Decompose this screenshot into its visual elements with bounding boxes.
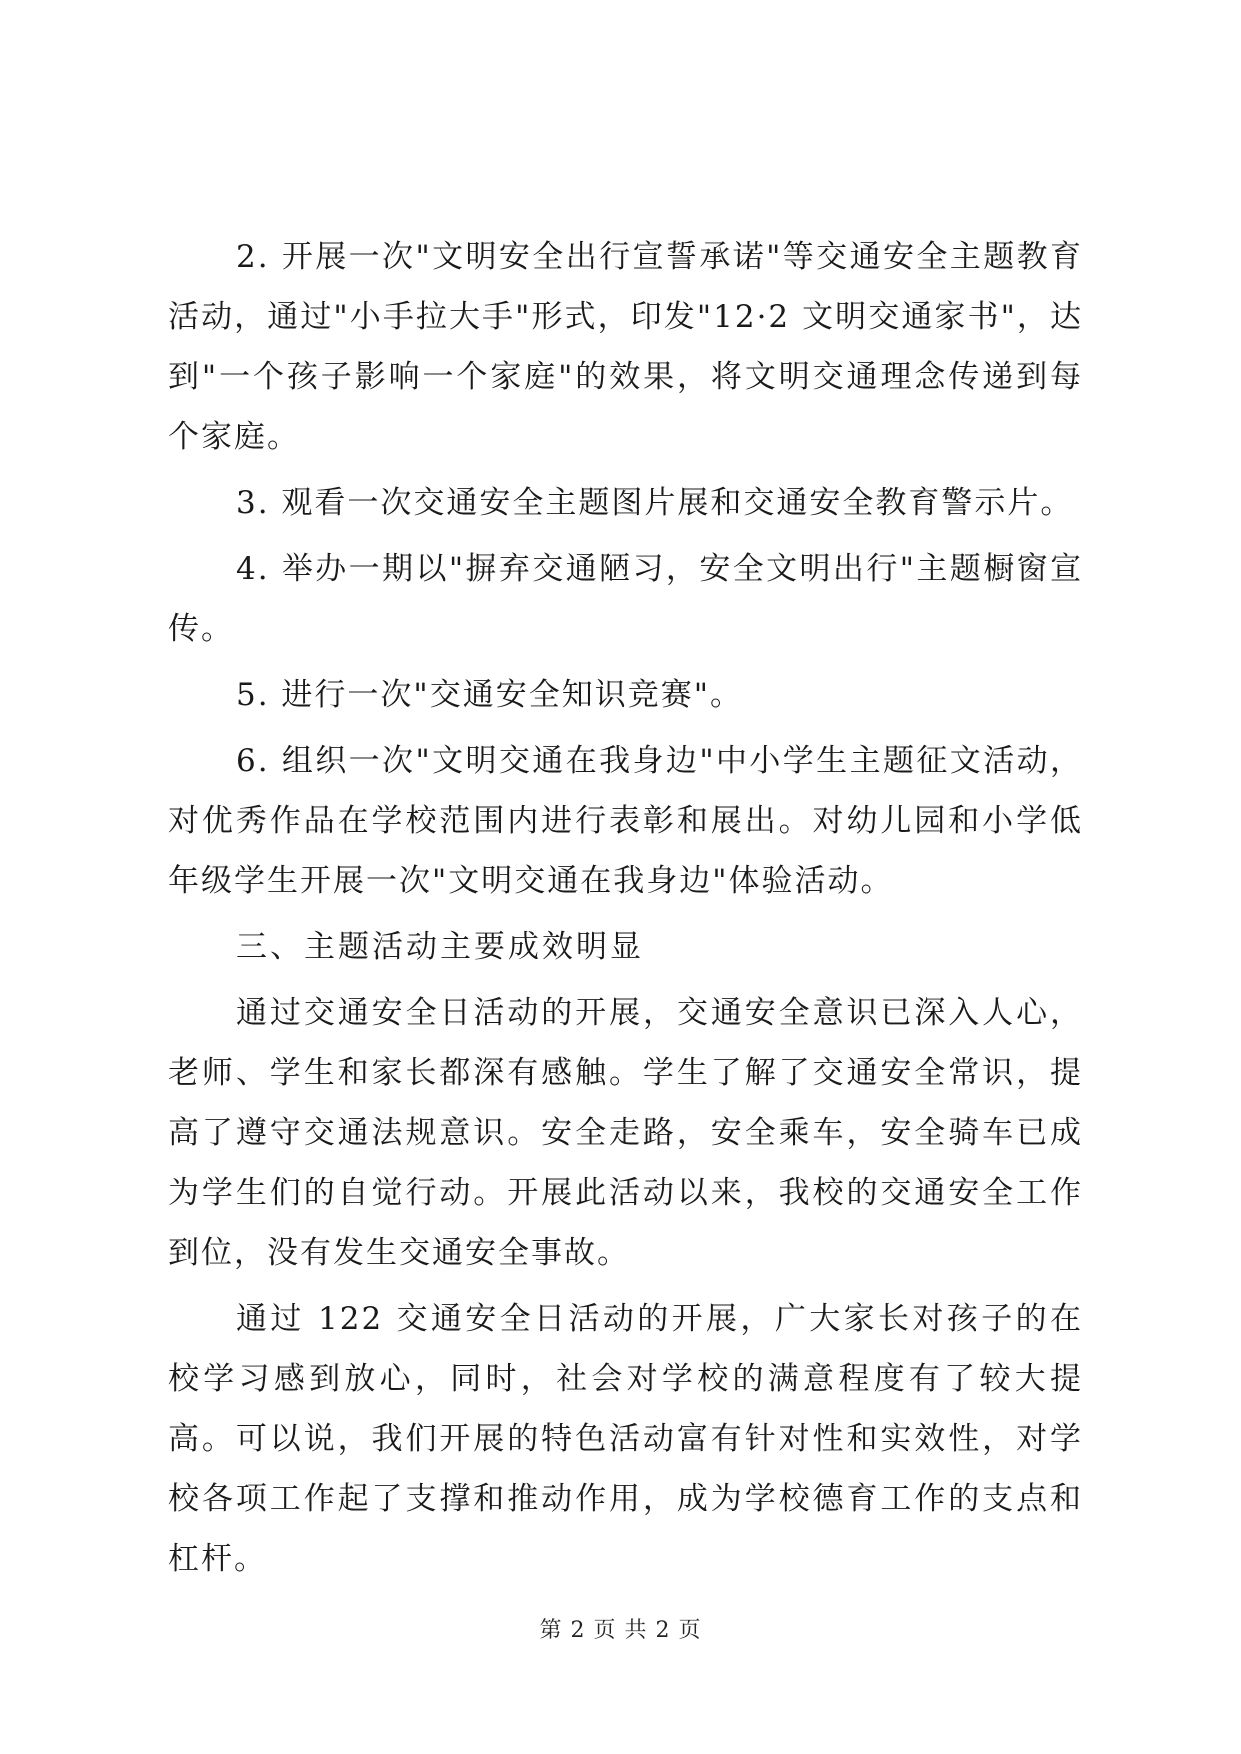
section-heading: 三、主题活动主要成效明显 — [236, 929, 644, 965]
paragraph-item-2: 2. 开展一次"文明安全出行宣誓承诺"等交通安全主题教育活动，通过"小手拉大手"形式，印发"12·2 文明交通家书"，达到"一个孩子影响一个家庭"的效果，将文明交通理念传递到每个家庭。 — [168, 239, 1083, 455]
paragraph-item-4: 4. 举办一期以"摒弃交通陋习，安全文明出行"主题橱窗宣传。 — [168, 551, 1083, 647]
page-footer: 第 2 页 共 2 页 — [539, 1618, 702, 1643]
document-body — [168, 227, 1083, 1595]
section-paragraph-2: 通过 122 交通安全日活动的开展，广大家长对孩子的在校学习感到放心，同时，社会对学校的满意程度有了较大提高。可以说，我们开展的特色活动富有针对性和实效性，对学校各项工作起了支撑和推动作用，成为学校德育工作的支点和杠杆。 — [168, 1301, 1083, 1577]
section-paragraph-1: 通过交通安全日活动的开展，交通安全意识已深入人心，老师、学生和家长都深有感触。学生了解了交通安全常识，提高了遵守交通法规意识。安全走路，安全乘车，安全骑车已成为学生们的自觉行动。开展此活动以来，我校的交通安全工作到位，没有发生交通安全事故。 — [168, 995, 1083, 1271]
paragraph-item-3: 3. 观看一次交通安全主题图片展和交通安全教育警示片。 — [236, 485, 1074, 521]
paragraph-item-5: 5. 进行一次"交通安全知识竞赛"。 — [236, 677, 743, 713]
paragraph-item-6: 6. 组织一次"文明交通在我身边"中小学生主题征文活动，对优秀作品在学校范围内进行表彰和展出。对幼儿园和小学低年级学生开展一次"文明交通在我身边"体验活动。 — [168, 743, 1083, 899]
